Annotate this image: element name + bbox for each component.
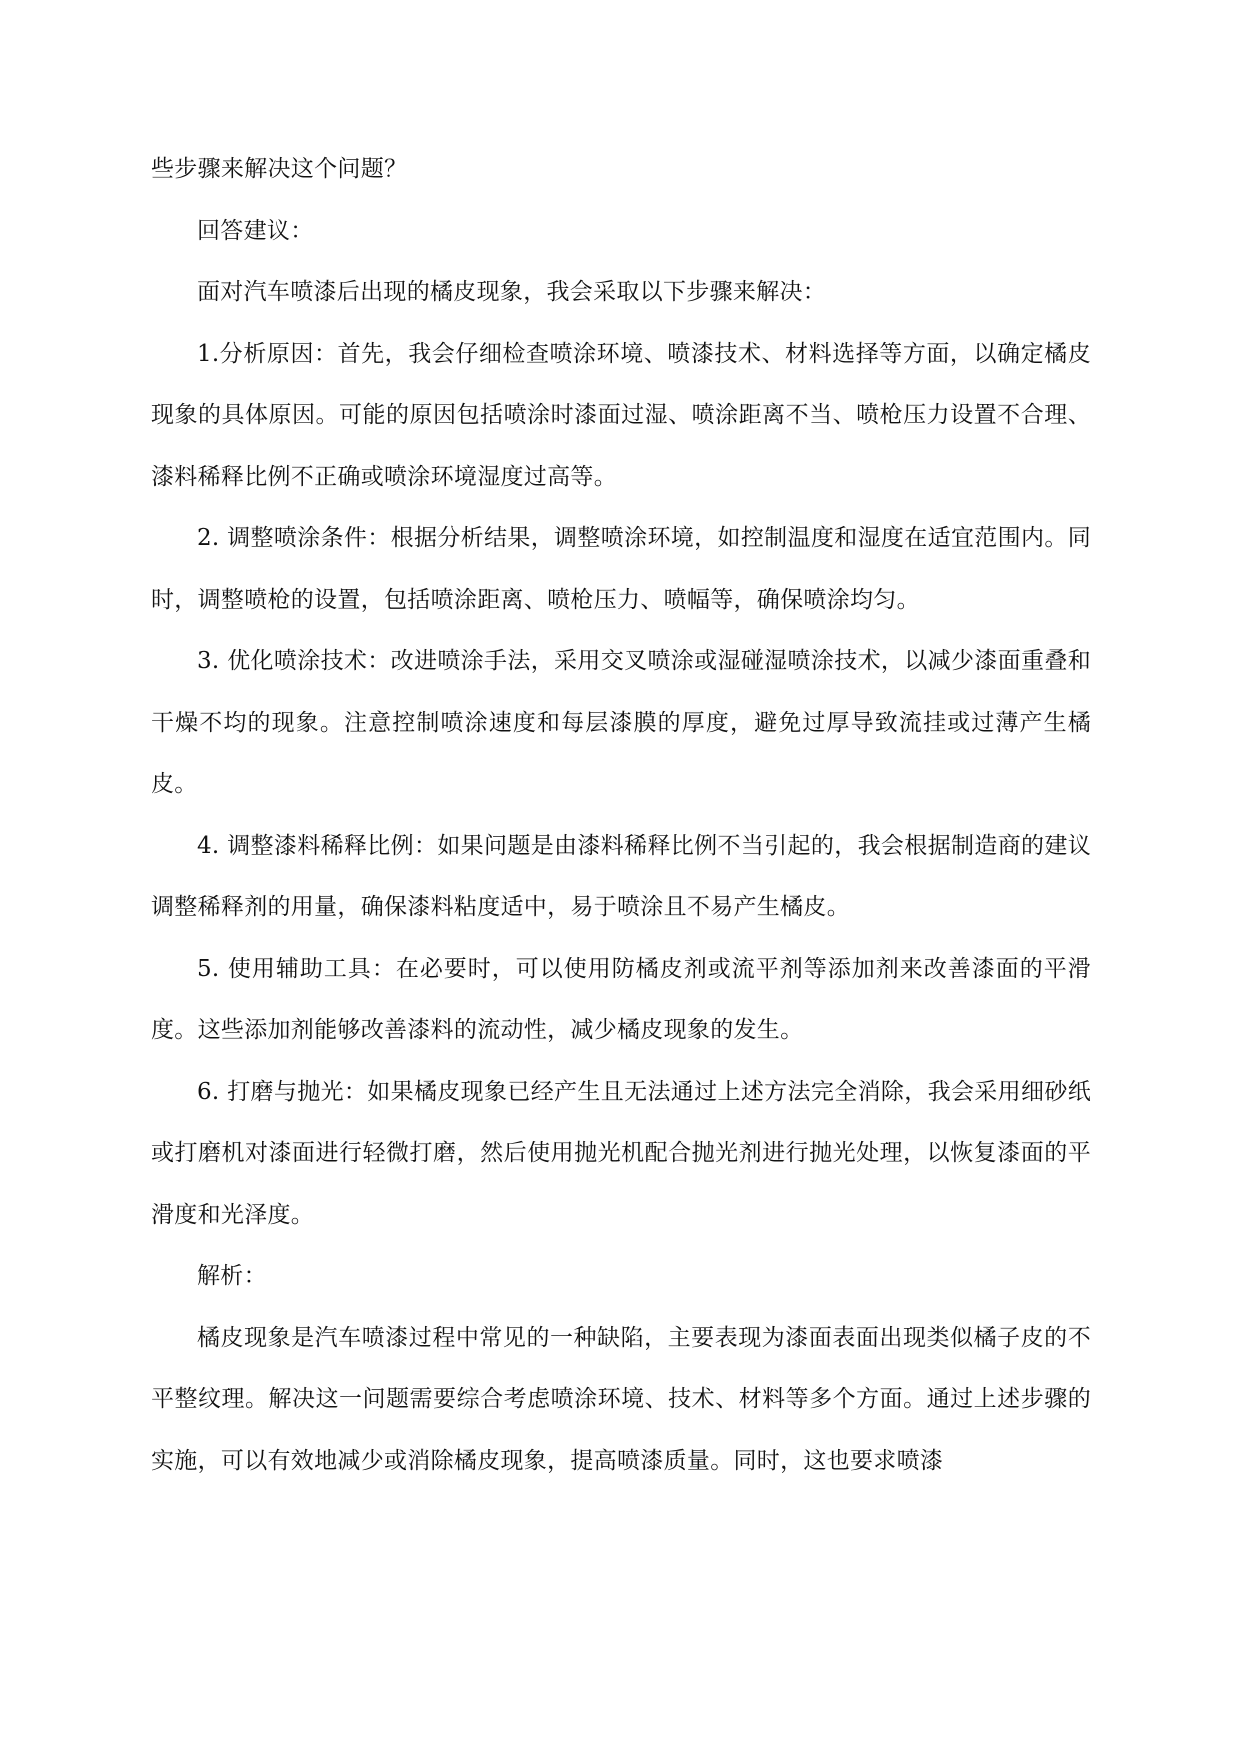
step-4-paragraph: 4. 调整漆料稀释比例：如果问题是由漆料稀释比例不当引起的，我会根据制造商的建议调整稀释剂的用量，确保漆料粘度适中，易于喷涂且不易产生橘皮。: [151, 832, 1091, 920]
document-body: [151, 139, 1091, 1492]
answer-heading: 回答建议：: [197, 217, 314, 244]
step-2-paragraph: 2. 调整喷涂条件：根据分析结果，调整喷涂环境，如控制温度和湿度在适宜范围内。同时，调整喷枪的设置，包括喷涂距离、喷枪压力、喷幅等，确保喷涂均匀。: [151, 525, 1091, 613]
step-5-paragraph: 5. 使用辅助工具：在必要时，可以使用防橘皮剂或流平剂等添加剂来改善漆面的平滑度。这些添加剂能够改善漆料的流动性，减少橘皮现象的发生。: [151, 955, 1091, 1043]
step-1-paragraph: 1.分析原因：首先，我会仔细检查喷涂环境、喷漆技术、材料选择等方面，以确定橘皮现象的具体原因。可能的原因包括喷涂时漆面过湿、喷涂距离不当、喷枪压力设置不合理、漆料稀释比例不正确或喷涂环境湿度过高等。: [151, 340, 1091, 490]
analysis-paragraph: 橘皮现象是汽车喷漆过程中常见的一种缺陷，主要表现为漆面表面出现类似橘子皮的不平整纹理。解决这一问题需要综合考虑喷涂环境、技术、材料等多个方面。通过上述步骤的实施，可以有效地减少或消除橘皮现象，提高喷漆质量。同时，这也要求喷漆: [151, 1324, 1091, 1474]
paragraph-continuation: 些步骤来解决这个问题？: [151, 156, 408, 182]
step-6-paragraph: 6. 打磨与抛光：如果橘皮现象已经产生且无法通过上述方法完全消除，我会采用细砂纸或打磨机对漆面进行轻微打磨，然后使用抛光机配合抛光剂进行抛光处理，以恢复漆面的平滑度和光泽度。: [151, 1078, 1091, 1228]
paragraph-intro: 面对汽车喷漆后出现的橘皮现象，我会采取以下步骤来解决：: [197, 279, 827, 305]
step-3-paragraph: 3. 优化喷涂技术：改进喷涂手法，采用交叉喷涂或湿碰湿喷涂技术，以减少漆面重叠和干燥不均的现象。注意控制喷涂速度和每层漆膜的厚度，避免过厚导致流挂或过薄产生橘皮。: [151, 648, 1091, 797]
analysis-heading: 解析：: [197, 1263, 267, 1289]
